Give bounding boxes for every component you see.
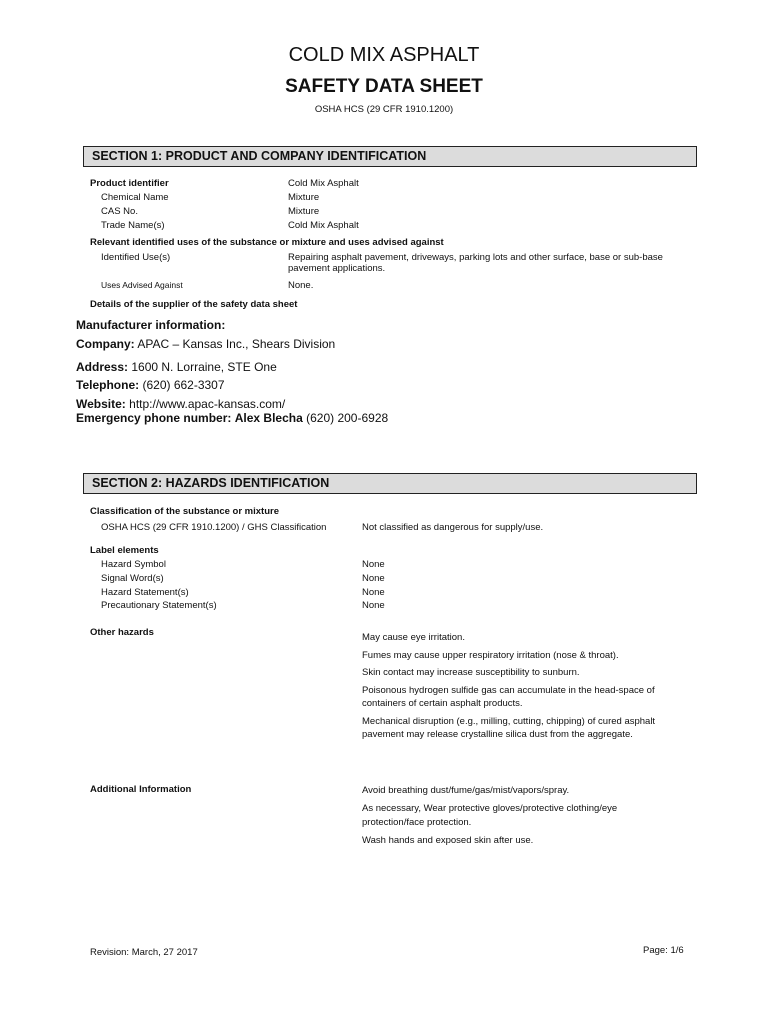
identified-uses-value: Repairing asphalt pavement, driveways, parking lots and other surface, base or sub-base pavement applications. [288, 252, 663, 274]
section-2-title: SECTION 2: HAZARDS IDENTIFICATION [92, 476, 330, 490]
identified-uses-label: Identified Use(s) [101, 252, 171, 263]
cas-no-value: Mixture [288, 206, 320, 217]
uses-against-label: Uses Advised Against [101, 280, 183, 290]
hazard-statement-label: Hazard Statement(s) [101, 587, 189, 598]
document-title: COLD MIX ASPHALT [288, 44, 480, 66]
document-subtitle: SAFETY DATA SHEET [285, 76, 483, 97]
signal-word-value: None [362, 573, 385, 584]
revision-date: Revision: March, 27 2017 [90, 947, 198, 958]
company-label: Company: [76, 337, 135, 351]
chemical-name-value: Mixture [288, 192, 320, 203]
website-link[interactable]: http://www.apac-kansas.com/ [129, 397, 286, 411]
address-line [76, 360, 277, 374]
emergency-label: Emergency phone number: [76, 411, 232, 425]
telephone-value: (620) 662-3307 [142, 378, 225, 392]
additional-info-item: Avoid breathing dust/fume/gas/mist/vapors/spray. [362, 785, 570, 796]
other-hazard-item: Fumes may cause upper respiratory irritation (nose & throat). [362, 649, 619, 661]
classification-value: Not classified as dangerous for supply/use. [362, 522, 544, 533]
emergency-phone: (620) 200-6928 [306, 411, 389, 425]
other-hazard-item: Skin contact may increase susceptibility to sunburn. [362, 667, 580, 678]
precautionary-statement-value: None [362, 600, 385, 611]
classification-label: OSHA HCS (29 CFR 1910.1200) / GHS Classification [101, 522, 327, 533]
page-number: Page: 1/6 [643, 945, 684, 956]
hazard-statement-value: None [362, 587, 385, 598]
other-hazards-label: Other hazards [90, 627, 154, 638]
website-label: Website: [76, 397, 126, 411]
emergency-line [76, 411, 388, 425]
hazard-symbol-label: Hazard Symbol [101, 559, 166, 570]
label-elements-heading: Label elements [90, 545, 159, 556]
additional-info-label: Additional Information [90, 784, 192, 795]
company-value: APAC – Kansas Inc., Shears Division [137, 337, 336, 351]
uses-against-value: None. [288, 280, 314, 291]
emergency-contact-name: Alex Blecha [234, 411, 303, 425]
other-hazard-item: Mechanical disruption (e.g., milling, cutting, chipping) of cured asphalt pavement may release crystalline silica dust from the aggregate. [362, 715, 656, 740]
hazard-symbol-value: None [362, 559, 385, 570]
additional-info-item: Wash hands and exposed skin after use. [362, 835, 534, 846]
address-value: 1600 N. Lorraine, STE One [131, 360, 277, 374]
section-2-header [83, 473, 697, 494]
classification-heading: Classification of the substance or mixture [90, 506, 279, 517]
signal-word-label: Signal Word(s) [101, 573, 164, 584]
product-identifier-label: Product identifier [90, 178, 169, 189]
telephone-line [76, 378, 225, 392]
other-hazard-item: Poisonous hydrogen sulfide gas can accumulate in the head-space of containers of certain asphalt products. [362, 684, 655, 709]
trade-name-value: Cold Mix Asphalt [288, 220, 359, 231]
telephone-label: Telephone: [76, 378, 140, 392]
manufacturer-heading: Manufacturer information: [76, 318, 226, 332]
other-hazard-item: May cause eye irritation. [362, 632, 465, 643]
other-hazards-list [362, 631, 677, 746]
precautionary-statement-label: Precautionary Statement(s) [101, 600, 217, 611]
website-line [76, 397, 285, 411]
section-1-header [83, 146, 697, 167]
company-line [76, 337, 335, 351]
regulation-reference: OSHA HCS (29 CFR 1910.1200) [314, 104, 454, 115]
product-identifier-value: Cold Mix Asphalt [288, 178, 359, 189]
address-label: Address: [76, 360, 129, 374]
supplier-heading: Details of the supplier of the safety data sheet [90, 299, 298, 310]
cas-no-label: CAS No. [101, 206, 138, 217]
additional-info-list [362, 784, 677, 852]
uses-heading: Relevant identified uses of the substance or mixture and uses advised against [90, 237, 444, 248]
trade-name-label: Trade Name(s) [101, 220, 165, 231]
chemical-name-label: Chemical Name [101, 192, 169, 203]
section-1-title: SECTION 1: PRODUCT AND COMPANY IDENTIFICATION [92, 149, 427, 163]
additional-info-item: As necessary, Wear protective gloves/protective clothing/eye protection/face protection. [362, 803, 618, 828]
